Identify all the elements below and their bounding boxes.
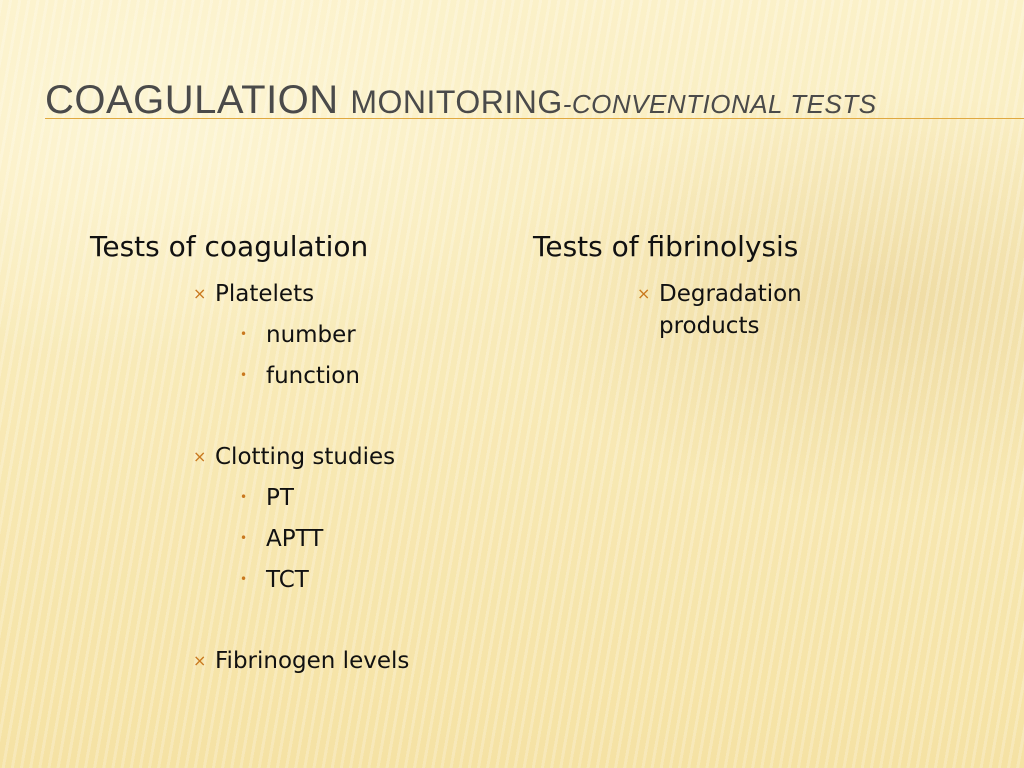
title-part-1: COAGULATION: [45, 78, 339, 122]
left-subitem-function: [240, 359, 360, 392]
subitem-label: PT: [266, 485, 294, 511]
x-bullet-icon: ×: [193, 447, 207, 466]
x-bullet-icon: ×: [637, 284, 651, 303]
left-subitem-tct: [240, 563, 309, 596]
right-item-degradation-products: [637, 278, 849, 342]
subitem-label: function: [266, 363, 360, 389]
x-bullet-icon: ×: [193, 651, 207, 670]
left-subitem-number: [240, 318, 356, 351]
dot-bullet-icon: •: [240, 531, 248, 545]
item-label: Degradation products: [659, 281, 802, 339]
left-subitem-aptt: [240, 522, 323, 555]
left-item-clotting-studies: [193, 441, 395, 473]
left-column-heading: Tests of coagulation: [90, 230, 369, 263]
dot-bullet-icon: •: [240, 368, 248, 382]
x-bullet-icon: ×: [193, 284, 207, 303]
left-subitem-pt: [240, 481, 294, 514]
dot-bullet-icon: •: [240, 572, 248, 586]
subitem-label: APTT: [266, 526, 324, 552]
item-label: Clotting studies: [215, 444, 396, 470]
subitem-label: number: [266, 322, 356, 348]
title-part-3: -CONVENTIONAL TESTS: [562, 89, 877, 119]
item-label: Platelets: [215, 281, 315, 307]
subitem-label: TCT: [266, 567, 309, 593]
left-item-platelets: [193, 278, 314, 310]
item-label: Fibrinogen levels: [215, 648, 410, 674]
dot-bullet-icon: •: [240, 327, 248, 341]
right-column-heading: Tests of fibrinolysis: [533, 230, 799, 263]
dot-bullet-icon: •: [240, 490, 248, 504]
title-part-2: MONITORING: [350, 84, 563, 120]
left-item-fibrinogen-levels: [193, 645, 409, 677]
title-divider: [45, 118, 1024, 119]
